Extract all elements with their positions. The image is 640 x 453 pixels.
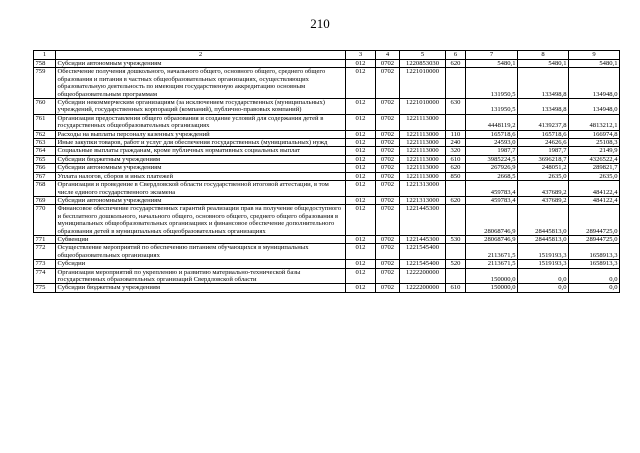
row-description: Осуществление мероприятий по обеспечению питанием обучающихся в муниципальных общеобразовательных организациях [56, 244, 346, 260]
column-header-8: 8 [518, 51, 569, 60]
ministry-code: 012 [346, 244, 376, 260]
row-number: 773 [34, 260, 56, 268]
amount-year-2: 5480,1 [518, 60, 569, 68]
target-article: 1221113000 [400, 172, 446, 180]
amount-year-2: 3696218,7 [518, 155, 569, 163]
table-row [34, 244, 620, 260]
row-description: Социальные выплаты гражданам, кроме публичных нормативных социальных выплат [56, 147, 346, 155]
amount-year-3: 4326522,4 [569, 155, 620, 163]
amount-year-3: 166974,8 [569, 130, 620, 138]
amount-year-2: 2635,0 [518, 172, 569, 180]
table-row [34, 284, 620, 292]
amount-year-1: 2113671,5 [466, 244, 518, 260]
ministry-code: 012 [346, 60, 376, 68]
amount-year-3: 1658913,3 [569, 260, 620, 268]
target-article: 1221113000 [400, 147, 446, 155]
row-number: 759 [34, 68, 56, 99]
amount-year-1: 150000,0 [466, 268, 518, 284]
amount-year-1: 2668,5 [466, 172, 518, 180]
target-article: 1221313000 [400, 196, 446, 204]
row-description: Субсидии некоммерческим организациям (за исключением государственных (муниципальных) учреждений, государственных корпораций (компаний), публично-правовых компаний) [56, 99, 346, 115]
table-row [34, 147, 620, 155]
expense-type: 620 [446, 164, 466, 172]
amount-year-1: 165718,6 [466, 130, 518, 138]
amount-year-3: 5480,1 [569, 60, 620, 68]
section-code: 0702 [376, 99, 400, 115]
target-article: 1221113000 [400, 130, 446, 138]
target-article: 1221545400 [400, 244, 446, 260]
row-number: 772 [34, 244, 56, 260]
target-article: 1221313000 [400, 181, 446, 197]
amount-year-1: 131950,5 [466, 99, 518, 115]
amount-year-1: 1987,7 [466, 147, 518, 155]
amount-year-3: 0,0 [569, 284, 620, 292]
expense-type: 240 [446, 139, 466, 147]
section-code: 0702 [376, 181, 400, 197]
ministry-code: 012 [346, 196, 376, 204]
amount-year-3: 2635,0 [569, 172, 620, 180]
row-description: Финансовое обеспечение государственных гарантий реализации прав на получение общедоступного и бесплатного дошкольного, начального общего, основного общего, среднего общего образования в муниципальных общеобразовательных организациях и финансовое обеспечение дополнительного образования детей в муниципальных общеобразовательных организациях [56, 205, 346, 236]
row-description: Субсидии бюджетным учреждениям [56, 155, 346, 163]
amount-year-2: 28445813,0 [518, 205, 569, 236]
column-header-7: 7 [466, 51, 518, 60]
amount-year-2: 133498,8 [518, 99, 569, 115]
column-header-5: 5 [400, 51, 446, 60]
page-number: 210 [310, 16, 330, 31]
column-header-2: 2 [56, 51, 346, 60]
row-number: 758 [34, 60, 56, 68]
amount-year-2: 0,0 [518, 268, 569, 284]
table-row [34, 268, 620, 284]
section-code: 0702 [376, 172, 400, 180]
section-code: 0702 [376, 114, 400, 130]
amount-year-1: 28068746,9 [466, 205, 518, 236]
target-article: 1221010000 [400, 99, 446, 115]
row-description: Субсидии автономным учреждениям [56, 60, 346, 68]
table-row [34, 205, 620, 236]
row-number: 768 [34, 181, 56, 197]
row-number: 763 [34, 139, 56, 147]
expense-type: 630 [446, 99, 466, 115]
amount-year-2: 437689,2 [518, 196, 569, 204]
ministry-code: 012 [346, 139, 376, 147]
table-row [34, 235, 620, 243]
row-number: 770 [34, 205, 56, 236]
ministry-code: 012 [346, 114, 376, 130]
expense-type: 320 [446, 147, 466, 155]
expense-type: 610 [446, 155, 466, 163]
row-number: 767 [34, 172, 56, 180]
amount-year-2: 1519193,3 [518, 244, 569, 260]
amount-year-3: 134948,0 [569, 99, 620, 115]
amount-year-3: 25108,3 [569, 139, 620, 147]
expense-type: 610 [446, 284, 466, 292]
ministry-code: 012 [346, 155, 376, 163]
section-code: 0702 [376, 139, 400, 147]
budget-table [33, 50, 620, 293]
expense-type: 520 [446, 260, 466, 268]
row-description: Организация и проведение в Свердловской области государственной итоговой аттестации, в том числе единого государственного экзамена [56, 181, 346, 197]
row-description: Субсидии автономным учреждениям [56, 196, 346, 204]
expense-type [446, 114, 466, 130]
amount-year-1: 3985224,5 [466, 155, 518, 163]
section-code: 0702 [376, 164, 400, 172]
amount-year-2: 1987,7 [518, 147, 569, 155]
section-code: 0702 [376, 235, 400, 243]
target-article: 1221545400 [400, 260, 446, 268]
ministry-code: 012 [346, 268, 376, 284]
table-row [34, 260, 620, 268]
table-row [34, 130, 620, 138]
target-article: 1221113000 [400, 155, 446, 163]
amount-year-1: 131950,5 [466, 68, 518, 99]
row-description: Субвенции [56, 235, 346, 243]
header-row [34, 51, 620, 60]
target-article: 1221445300 [400, 205, 446, 236]
ministry-code: 012 [346, 130, 376, 138]
amount-year-2: 133498,8 [518, 68, 569, 99]
row-number: 764 [34, 147, 56, 155]
amount-year-1: 4448119,2 [466, 114, 518, 130]
ministry-code: 012 [346, 235, 376, 243]
amount-year-1: 459783,4 [466, 181, 518, 197]
section-code: 0702 [376, 196, 400, 204]
amount-year-2: 165718,6 [518, 130, 569, 138]
section-code: 0702 [376, 244, 400, 260]
column-header-1: 1 [34, 51, 56, 60]
row-description: Расходы на выплаты персоналу казенных учреждений [56, 130, 346, 138]
expense-type [446, 244, 466, 260]
ministry-code: 012 [346, 284, 376, 292]
amount-year-1: 28068746,9 [466, 235, 518, 243]
amount-year-2: 24626,6 [518, 139, 569, 147]
amount-year-3: 0,0 [569, 268, 620, 284]
row-number: 765 [34, 155, 56, 163]
row-number: 769 [34, 196, 56, 204]
row-number: 760 [34, 99, 56, 115]
row-description: Обеспечение получения дошкольного, начального общего, основного общего, среднего общего образования и питания в частных общеобразовательных организациях, осуществляющих образовательную деятельность по имеющим государственную аккредитацию основным общеобразовательным программам [56, 68, 346, 99]
section-code: 0702 [376, 284, 400, 292]
table-row [34, 164, 620, 172]
row-description: Уплата налогов, сборов и иных платежей [56, 172, 346, 180]
amount-year-3: 2149,9 [569, 147, 620, 155]
target-article: 1221113000 [400, 114, 446, 130]
amount-year-3: 28944725,0 [569, 235, 620, 243]
ministry-code: 012 [346, 172, 376, 180]
table-row [34, 99, 620, 115]
table-row [34, 68, 620, 99]
row-number: 775 [34, 284, 56, 292]
row-number: 766 [34, 164, 56, 172]
row-number: 771 [34, 235, 56, 243]
amount-year-1: 459783,4 [466, 196, 518, 204]
ministry-code: 012 [346, 68, 376, 99]
table-row [34, 139, 620, 147]
section-code: 0702 [376, 130, 400, 138]
amount-year-2: 1519193,3 [518, 260, 569, 268]
column-header-4: 4 [376, 51, 400, 60]
amount-year-3: 289821,7 [569, 164, 620, 172]
amount-year-1: 2113671,5 [466, 260, 518, 268]
amount-year-2: 28445813,0 [518, 235, 569, 243]
amount-year-2: 0,0 [518, 284, 569, 292]
amount-year-2: 248051,2 [518, 164, 569, 172]
ministry-code: 012 [346, 181, 376, 197]
ministry-code: 012 [346, 205, 376, 236]
table-row [34, 60, 620, 68]
row-description: Субсидии автономным учреждениям [56, 164, 346, 172]
section-code: 0702 [376, 147, 400, 155]
target-article: 1221113000 [400, 164, 446, 172]
row-number: 774 [34, 268, 56, 284]
section-code: 0702 [376, 260, 400, 268]
row-description: Субсидии бюджетным учреждениям [56, 284, 346, 292]
ministry-code: 012 [346, 147, 376, 155]
column-header-9: 9 [569, 51, 620, 60]
target-article: 1221010000 [400, 68, 446, 99]
ministry-code: 012 [346, 99, 376, 115]
table-row [34, 155, 620, 163]
section-code: 0702 [376, 60, 400, 68]
expense-type: 850 [446, 172, 466, 180]
row-description: Организация предоставления общего образования и создание условий для содержания детей в государственных общеобразовательных организациях [56, 114, 346, 130]
section-code: 0702 [376, 68, 400, 99]
amount-year-3: 484122,4 [569, 196, 620, 204]
row-number: 761 [34, 114, 56, 130]
table-body [34, 60, 620, 293]
amount-year-1: 5480,1 [466, 60, 518, 68]
amount-year-2: 4139237,8 [518, 114, 569, 130]
amount-year-3: 4813212,1 [569, 114, 620, 130]
column-header-3: 3 [346, 51, 376, 60]
expense-type [446, 205, 466, 236]
table-row [34, 181, 620, 197]
row-description: Организация мероприятий по укреплению и развитию материально-технической базы государственных образовательных организаций Свердловской области [56, 268, 346, 284]
target-article: 1222200000 [400, 284, 446, 292]
expense-type [446, 268, 466, 284]
expense-type [446, 68, 466, 99]
amount-year-1: 267926,9 [466, 164, 518, 172]
column-header-6: 6 [446, 51, 466, 60]
target-article: 1220853030 [400, 60, 446, 68]
expense-type: 620 [446, 60, 466, 68]
table-row [34, 114, 620, 130]
row-description: Иные закупки товаров, работ и услуг для обеспечения государственных (муниципальных) нужд [56, 139, 346, 147]
ministry-code: 012 [346, 260, 376, 268]
amount-year-1: 150000,0 [466, 284, 518, 292]
amount-year-3: 484122,4 [569, 181, 620, 197]
table-row [34, 196, 620, 204]
expense-type [446, 181, 466, 197]
table-row [34, 172, 620, 180]
section-code: 0702 [376, 205, 400, 236]
amount-year-1: 24593,0 [466, 139, 518, 147]
row-number: 762 [34, 130, 56, 138]
row-description: Субсидии [56, 260, 346, 268]
amount-year-3: 1658913,3 [569, 244, 620, 260]
expense-type: 620 [446, 196, 466, 204]
target-article: 1221445300 [400, 235, 446, 243]
target-article: 1221113000 [400, 139, 446, 147]
section-code: 0702 [376, 268, 400, 284]
ministry-code: 012 [346, 164, 376, 172]
section-code: 0702 [376, 155, 400, 163]
target-article: 1222200000 [400, 268, 446, 284]
expense-type: 110 [446, 130, 466, 138]
amount-year-2: 437689,2 [518, 181, 569, 197]
amount-year-3: 134948,0 [569, 68, 620, 99]
amount-year-3: 28944725,0 [569, 205, 620, 236]
expense-type: 530 [446, 235, 466, 243]
